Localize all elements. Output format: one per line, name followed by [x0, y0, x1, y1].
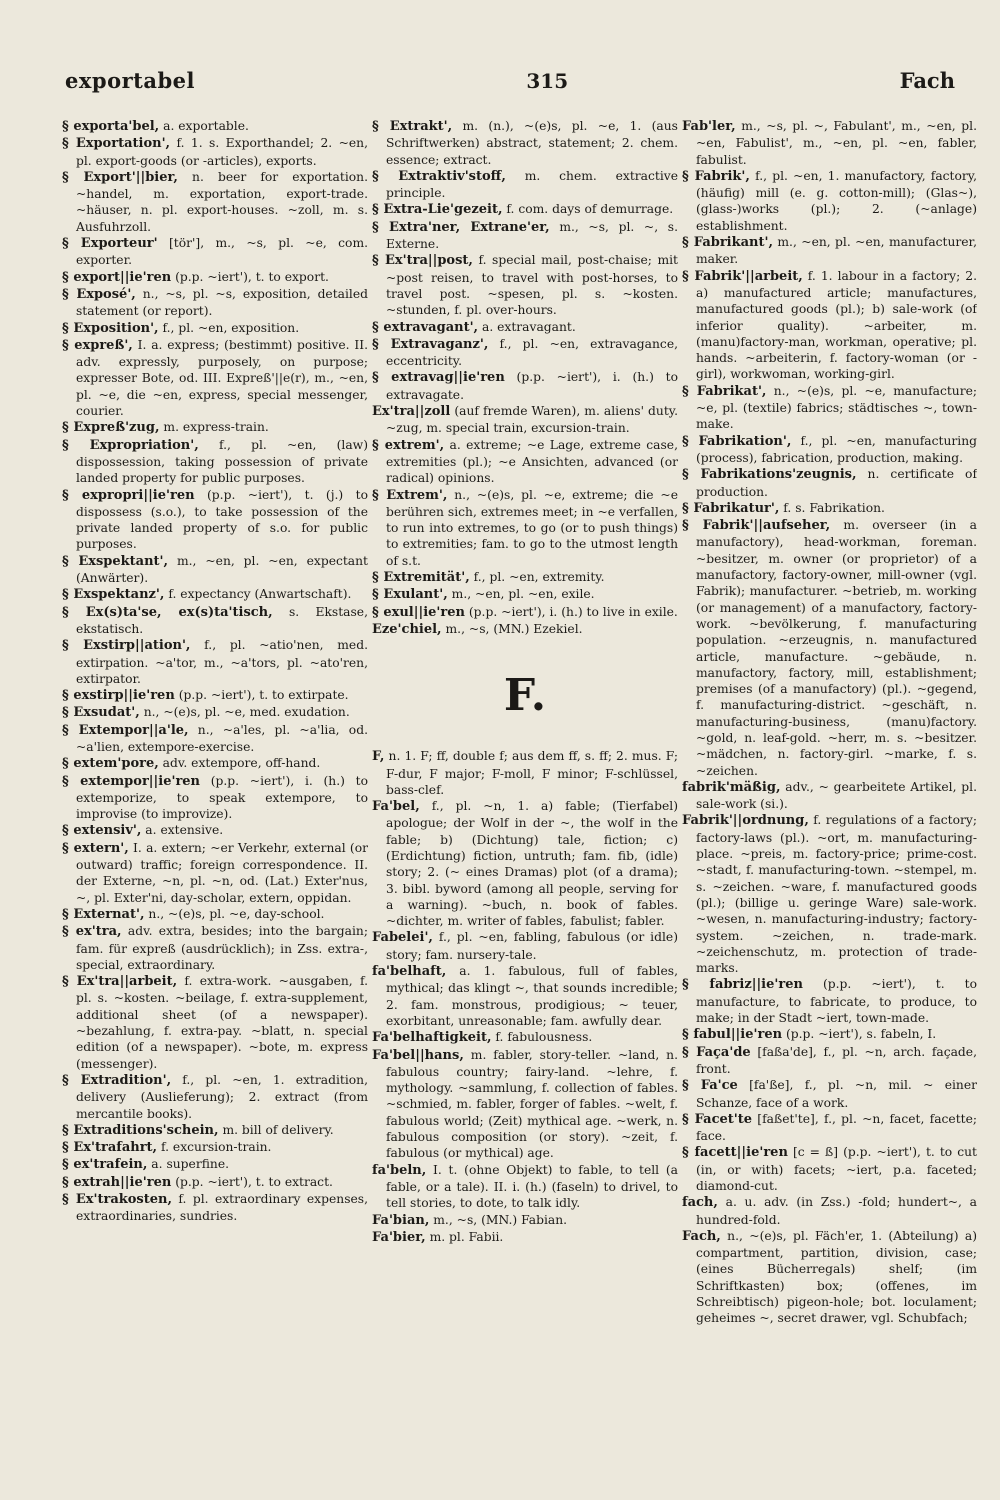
entry-headword: § fabul||ie'ren — [682, 1027, 783, 1043]
entry-headword: § Extravaganz', — [372, 336, 489, 352]
dictionary-entry — [372, 963, 678, 1029]
entry-headword: § Extrem', — [372, 487, 448, 503]
entry-definition: [faßet'te], f., pl. ~n, facet, facette; face. — [696, 1111, 977, 1144]
dictionary-entry — [62, 337, 368, 419]
entry-definition: a. exportable. — [159, 119, 249, 133]
dictionary-entry — [372, 1229, 678, 1246]
entry-headword: fach, — [682, 1195, 718, 1211]
dictionary-entry — [682, 976, 977, 1026]
entry-definition: (p.p. ~iert'), t. to manufacture, to fabricate, to produce, to make; in der Stadt ~iert, town-made. — [696, 977, 977, 1026]
entry-definition: [fa'ße], f., pl. ~n, mil. ~ einer Schanze, face of a work. — [696, 1078, 977, 1110]
entry-definition: f., pl. ~en, (law) dispossession, taking possession of private landed property for public purposes. — [76, 437, 368, 486]
entry-headword: § Ex'tra||post, — [372, 253, 473, 269]
entry-definition: f., pl. ~atio'nen, med. extirpation. ~a'tor, m., ~a'tors, pl. ~ato'ren, extirpator. — [76, 638, 368, 686]
entry-headword: § Extradition', — [62, 1072, 172, 1088]
dictionary-entry — [682, 268, 977, 383]
dictionary-entry — [62, 704, 368, 721]
entry-headword: § Ex'trafahrt, — [62, 1140, 158, 1156]
dictionary-entry — [62, 1122, 368, 1139]
entry-headword: § extensiv', — [62, 823, 142, 839]
dictionary-entry — [62, 773, 368, 823]
entry-headword: fa'belhaft, — [372, 964, 447, 980]
entry-headword: Ex'tra||zoll — [372, 404, 451, 420]
entry-headword: § Exstirp||ation', — [62, 638, 191, 654]
entry-headword: § Extraktiv'stoff, — [372, 168, 506, 184]
entry-definition: (p.p. ~iert'), i. (h.) to extravagate. — [386, 370, 678, 402]
dictionary-entry — [682, 500, 977, 517]
entry-definition: f. 1. labour in a factory; 2. a) manufactured article; manufactures, manufactured goods (pl.); b) sale-work (of inferior quality). ~arbeiter, m. (manu)factory-man, workman, operative; pl. hands. ~arbeiterin, f. factory-woman (or -girl), workwoman, working-girl. — [696, 268, 977, 382]
entry-headword: § exstirp||ie'ren — [62, 688, 175, 704]
entry-definition: adv., ~ gearbeitete Artikel, pl. sale-work (si.). — [696, 779, 977, 812]
entry-headword: Fa'bian, — [372, 1212, 430, 1228]
entry-headword: § Extremität', — [372, 570, 470, 586]
entry-headword: § fabriz||ie'ren — [682, 977, 803, 993]
entry-definition: n. 1. F; ff, double f; aus dem ff, s. ff; 2. mus. F; F-dur, F major; F-moll, F minor; F-schlüssel, bass-clef. — [384, 749, 678, 797]
entry-headword: § exul||ie'ren — [372, 604, 465, 620]
dictionary-entry — [62, 437, 368, 487]
entry-headword: § Extrakt', — [372, 119, 453, 134]
entry-definition: (p.p. ~iert'), s. fabeln, I. — [782, 1027, 937, 1042]
dictionary-entry — [372, 748, 678, 798]
entry-definition: a. u. adv. (in Zss.) -fold; hundert~, a hundred-fold. — [696, 1195, 977, 1227]
text-columns — [62, 118, 977, 1458]
dictionary-entry — [682, 1144, 977, 1194]
dictionary-entry — [62, 840, 368, 906]
entry-definition: n., ~(e)s, pl. Fäch'er, 1. (Abteilung) a) compartment, partition, division, case; (eines Bücherregals) shelf; (im Schriftkasten) box; (offenes, im Schreibtisch) pigeon-hole; bot. loculament; geheimes ~, secret drawer, vgl. Schubfach; — [696, 1228, 977, 1326]
entry-definition: f. extra-work. ~ausgaben, f. pl. s. ~kosten. ~beilage, f. extra-supplement, additional sheet (of a newspaper). ~bezahlung, f. extra-pay. ~blatt, n. special edition (of a newspaper). ~bote, m. express (messenger). — [76, 974, 368, 1071]
entry-definition: a. superfine. — [147, 1157, 230, 1172]
entry-headword: § Ex'tra||arbeit, — [62, 974, 178, 990]
entry-headword: § Fabrik', — [682, 168, 750, 184]
dictionary-entry — [372, 604, 678, 621]
dictionary-entry — [372, 621, 678, 638]
dictionary-entry — [62, 419, 368, 436]
entry-headword: Fabrik'||ordnung, — [682, 813, 809, 829]
dictionary-entry — [62, 923, 368, 973]
entry-headword: fabrik'mäßig, — [682, 779, 781, 795]
dictionary-entry — [62, 973, 368, 1072]
entry-definition: n., ~(e)s, pl. ~e, extreme; die ~e berühren sich, extremes meet; in ~e verfallen, to run into extremes, to go (or to push things) to extremities; fam. to go to the utmost length of s.t. — [386, 487, 678, 568]
entry-headword: § extrem', — [372, 437, 445, 453]
dictionary-entry — [682, 779, 977, 813]
entry-definition: [c = ß] (p.p. ~iert'), t. to cut (in, or with) facets; ~iert, p.a. faceted; diamond-cut. — [696, 1145, 977, 1193]
header-guide-word-right: Fach — [899, 68, 955, 93]
dictionary-entry — [372, 929, 678, 963]
section-letter-heading: F. — [503, 670, 547, 722]
entry-headword: § Externat', — [62, 906, 145, 922]
entry-definition: m., ~s, (MN.) Ezekiel. — [441, 621, 583, 636]
entry-headword: § Faça'de — [682, 1044, 751, 1060]
dictionary-entry — [372, 201, 678, 218]
entry-headword: § Export'||bier, — [62, 169, 178, 185]
entry-definition: m. bill of delivery. — [218, 1122, 334, 1137]
dictionary-entry — [372, 168, 678, 202]
entry-definition: m. (n.), ~(e)s, pl. ~e, 1. (aus Schriftwerken) abstract, statement; 2. chem. essence; extract. — [386, 119, 678, 167]
dictionary-entry — [62, 135, 368, 169]
dictionary-entry — [682, 383, 977, 433]
dictionary-entry — [372, 437, 678, 487]
entry-definition: [faßa'de], f., pl. ~n, arch. façade, front. — [696, 1044, 977, 1076]
entry-definition: f. regulations of a factory; factory-laws (pl.). ~ort, m. manufacturing-place. ~preis, m. factory-price; prime-cost. ~stadt, f. manufacturing-town. ~stempel, m. s. ~zeichen. ~ware, f. manufactured goods (pl.); (billige u. geringe Ware) sale-work. ~wesen, n. manufacturing-industry; factory-system. ~zeichen, n. trade-mark. ~zeichenschutz, m. protection of trade-marks. — [696, 813, 977, 976]
entry-definition: n., ~s, pl. ~s, exposition, detailed statement (or report). — [76, 286, 368, 319]
entry-definition: (p.p. ~iert'), t. (j.) to dispossess (s.o.), to take possession of the private landed property of s.o. for public purposes. — [76, 487, 368, 552]
column-1 — [62, 118, 368, 1458]
entry-headword: § ex'trafein, — [62, 1157, 148, 1173]
entry-definition: a. extreme; ~e Lage, extreme case, extremities (pl.); ~e Ansichten, advanced (or radical) opinions. — [386, 437, 678, 486]
dictionary-entry — [372, 487, 678, 569]
entry-headword: § Fabrikatur', — [682, 500, 780, 516]
entry-definition: (p.p. ~iert'), t. to export. — [171, 269, 329, 284]
entry-headword: § exporta'bel, — [62, 119, 160, 134]
entry-definition: f. 1. s. Exporthandel; 2. ~en, pl. export-goods (or -articles), exports. — [76, 136, 368, 168]
entry-headword: § Fa'ce — [682, 1078, 738, 1094]
entry-definition: I. a. express; (bestimmt) positive. II. adv. expressly, purposely, on purpose; expresser Bote, od. III. Expreß'||e(r), m., ~en, pl. ~e, die ~en, express, special messenger, courier. — [76, 337, 368, 419]
dictionary-entry — [682, 1077, 977, 1111]
dictionary-entry — [372, 1047, 678, 1162]
dictionary-entry — [62, 1156, 368, 1173]
entry-headword: § Fabrikant', — [682, 235, 774, 251]
dictionary-entry — [62, 286, 368, 320]
dictionary-entry — [682, 118, 977, 168]
entry-definition: f., pl. ~en, extremity. — [469, 570, 605, 585]
entry-headword: Eze'chiel, — [372, 621, 442, 637]
dictionary-entry — [372, 319, 678, 336]
dictionary-entry — [62, 1174, 368, 1191]
dictionary-entry — [372, 403, 678, 437]
entry-headword: Fa'bel, — [372, 799, 420, 815]
header-guide-word-left: exportabel — [65, 68, 195, 93]
entry-headword: § extempor||ie'ren — [62, 773, 201, 789]
entry-definition: n. certificate of production. — [696, 467, 977, 499]
entry-headword: Fa'bel||hans, — [372, 1047, 464, 1063]
entry-headword: § Fabrikat', — [682, 383, 767, 399]
entry-headword: § Extraditions'schein, — [62, 1122, 219, 1138]
dictionary-entry — [682, 433, 977, 467]
entry-definition: f. pl. extraordinary expenses, extraordinaries, sundries. — [76, 1192, 368, 1224]
page-number: 315 — [526, 69, 569, 93]
dictionary-entry — [682, 1026, 977, 1043]
dictionary-entry — [682, 1194, 977, 1228]
dictionary-entry — [682, 1111, 977, 1145]
entry-definition: f., pl. ~en, exposition. — [158, 320, 300, 335]
dictionary-entry — [372, 336, 678, 370]
entry-headword: § Fabrik'||arbeit, — [682, 268, 803, 284]
entry-headword: § Expreß'zug, — [62, 420, 160, 436]
entry-definition: m., ~en, pl. ~en, expectant (Anwärter). — [76, 553, 368, 586]
entry-headword: § Exulant', — [372, 587, 448, 603]
entry-definition: n., ~(e)s, pl. ~e, day-school. — [144, 906, 325, 921]
entry-headword: fa'beln, — [372, 1162, 427, 1178]
dictionary-entry — [62, 1191, 368, 1225]
dictionary-entry — [62, 169, 368, 235]
entry-headword: § Fabrikations'zeugnis, — [682, 467, 857, 483]
dictionary-entry — [682, 234, 977, 268]
dictionary-entry — [62, 269, 368, 286]
entry-definition: f. fabulousness. — [491, 1030, 593, 1045]
dictionary-entry — [372, 1162, 678, 1212]
entry-headword: Fa'belhaftigkeit, — [372, 1030, 492, 1046]
entry-headword: Fa'bier, — [372, 1229, 426, 1245]
entry-headword: § Expropriation', — [62, 437, 199, 453]
dictionary-entry — [62, 553, 368, 587]
entry-headword: § Fabrik'||aufseher, — [682, 518, 831, 534]
entry-definition: I. a. extern; ~er Verkehr, external (or outward) traffic; foreign correspondence. II. der Externe, ~n, pl. ~n, od. (Lat.) Exter'nus, ~, pl. Exter'ni, day-scholar, extern, oppidan. — [76, 840, 368, 905]
entry-definition: m., ~s, pl. ~, s. Externe. — [386, 219, 678, 252]
entry-definition: f. excursion-train. — [157, 1140, 272, 1155]
entry-definition: a. extensive. — [141, 823, 224, 838]
entry-definition: f., pl. ~en, 1. extradition, delivery (Auslieferung); 2. extract (from mercantile books). — [76, 1072, 368, 1121]
entry-headword: § expropri||ie'ren — [62, 487, 195, 503]
dictionary-entry — [682, 1228, 977, 1327]
entry-headword: § ex'tra, — [62, 924, 122, 940]
entry-headword: § Extra-Lie'gezeit, — [372, 202, 503, 218]
column-3 — [682, 118, 977, 1458]
entry-definition: m., ~s, pl. ~, Fabulant', m., ~en, pl. ~en, Fabulist', m., ~en, pl. ~en, fabler, fabulist. — [696, 119, 977, 167]
entry-definition: n., ~(e)s, pl. ~e, med. exudation. — [139, 705, 350, 720]
column-2 — [372, 118, 678, 1458]
dictionary-entry — [62, 604, 368, 638]
dictionary-entry — [62, 822, 368, 839]
dictionary-entry — [372, 798, 678, 929]
dictionary-entry — [62, 906, 368, 923]
dictionary-entry — [372, 252, 678, 318]
dictionary-entry — [372, 569, 678, 586]
entry-headword: Fab'ler, — [682, 119, 736, 134]
entry-headword: F, — [372, 749, 385, 765]
entry-definition: m. fabler, story-teller. ~land, n. fabulous country; fairy-land. ~lehre, f. mythology. ~sammlung, f. collection of fables. ~schmied, m. fabler, forger of fables. ~welt, f. fabulous world; (Zeit) mythical age. ~werk, n. fabulous composition (or story). ~zeit, f. fabulous (or mythical) age. — [386, 1047, 678, 1161]
dictionary-entry — [682, 517, 977, 779]
entry-definition: m. pl. Fabii. — [425, 1229, 504, 1244]
entry-headword: § Exposition', — [62, 320, 159, 336]
dictionary-entry — [682, 168, 977, 234]
entry-headword: § Fabrikation', — [682, 433, 792, 449]
page-header — [65, 68, 955, 100]
dictionary-entry — [372, 586, 678, 603]
entry-headword: § export||ie'ren — [62, 269, 172, 285]
entry-headword: § extem'pore, — [62, 756, 159, 772]
entry-headword: § Exspektant', — [62, 553, 169, 569]
entry-definition: I. t. (ohne Objekt) to fable, to tell (a fable, or a tale). II. i. (h.) (faseln) to drivel, to tell stories, to dote, to talk idly. — [386, 1162, 678, 1211]
dictionary-entry — [62, 320, 368, 337]
entry-headword: § extravag||ie'ren — [372, 370, 505, 386]
dictionary-entry — [372, 118, 678, 168]
dictionary-entry — [682, 1044, 977, 1078]
entry-headword: § Exsudat', — [62, 705, 140, 721]
dictionary-entry — [62, 235, 368, 269]
dictionary-entry — [62, 687, 368, 704]
entry-definition: a. extravagant. — [478, 319, 576, 334]
entry-definition: (p.p. ~iert'), t. to extirpate. — [174, 688, 349, 703]
entry-definition: adv. extra, besides; into the bargain; fam. für expreß (ausdrücklich); in Zss. extra-, special, extraordinary. — [76, 924, 368, 972]
entry-headword: § Exspektanz', — [62, 587, 165, 603]
entry-headword: § Facet'te — [682, 1111, 753, 1127]
entry-headword: § Exportation', — [62, 136, 171, 152]
entry-definition: m., ~en, pl. ~en, exile. — [447, 587, 595, 602]
entry-headword: § Ex'trakosten, — [62, 1192, 172, 1207]
entry-definition: n., ~a'les, pl. ~a'lia, od. ~a'lien, extempore-exercise. — [76, 722, 368, 754]
dictionary-entry — [62, 637, 368, 687]
entry-definition: adv. extempore, off-hand. — [158, 756, 321, 771]
entry-headword: § facett||ie'ren — [682, 1145, 788, 1161]
dictionary-entry — [372, 219, 678, 253]
entry-headword: § Exposé', — [62, 286, 136, 302]
entry-definition: (p.p. ~iert'), i. (h.) to live in exile. — [464, 604, 678, 619]
dictionary-entry — [372, 1212, 678, 1229]
entry-definition: a. 1. fabulous, full of fables, mythical; das klingt ~, that sounds incredible; 2. fam. monstrous, prodigious; ~ teuer, exorbitant, unreasonable; fam. awfully dear. — [386, 964, 678, 1028]
entry-definition: m., ~s, (MN.) Fabian. — [429, 1212, 568, 1227]
entry-definition: f. s. Fabrikation. — [779, 500, 885, 515]
entry-headword: § Ex(s)ta'se, ex(s)ta'tisch, — [62, 604, 273, 620]
entry-headword: § Extempor||a'le, — [62, 722, 189, 738]
dictionary-entry — [372, 369, 678, 403]
dictionary-entry — [62, 1139, 368, 1156]
entry-definition: m. chem. extractive principle. — [386, 168, 678, 201]
dictionary-entry — [62, 722, 368, 756]
entry-definition: n., ~(e)s, pl. ~e, manufacture; ~e, pl. (textile) fabrics; städtisches ~, town-make. — [696, 383, 977, 432]
dictionary-entry — [62, 755, 368, 772]
entry-headword: § Exporteur' — [62, 236, 158, 252]
entry-definition: m. overseer (in a manufactory), head-workman, foreman. ~besitzer, m. owner (or proprietor) of a manufactory, factory-owner, mill-owner (vgl. Fabrik); manufacturer. ~betrieb, m. working (or management) of a manufactory, factory-work. ~bevölkerung, f. manufacturing population. ~erzeugnis, n. manufactured article, manufacture. ~gebäude, n. manufactory, factory, mill, establishment; premises (of a manufactory) (pl.). ~gegend, f. manufacturing-district. ~geschäft, n. manufacturing-business, (manu)factory. ~gold, n. leaf-gold. ~herr, m. s. ~besitzer. ~mädchen, n. factory-girl. ~marke, f. s. ~zeichen. — [696, 518, 977, 778]
entry-definition: f., pl. ~en, manufacturing (process), fabrication, production, making. — [696, 433, 977, 465]
entry-definition: f., pl. ~en, extravagance, eccentricity. — [386, 336, 678, 369]
entry-headword: § extrah||ie'ren — [62, 1174, 172, 1190]
entry-definition: f., pl. ~en, 1. manufactory, factory, (häufig) mill (e. g. cotton-mill); (Glas~), (glass-)works (pl.); 2. (~anlage) establishment. — [696, 168, 977, 233]
entry-headword: § Extra'ner, Extrane'er, — [372, 219, 550, 235]
entry-definition: m. express-train. — [159, 420, 269, 435]
dictionary-entry — [62, 487, 368, 553]
dictionary-entry — [62, 1072, 368, 1122]
entry-headword: § extern', — [62, 840, 129, 856]
entry-definition: f., pl. ~en, fabling, fabulous (or idle) story; fam. nursery-tale. — [386, 930, 678, 962]
dictionary-entry — [682, 812, 977, 976]
entry-definition: f. special mail, post-chaise; mit ~post reisen, to travel with post-horses, to travel post. ~spesen, pl. s. ~kosten. ~stunden, f. pl. over-hours. — [386, 253, 678, 318]
entry-definition: [tör'], m., ~s, pl. ~e, com. exporter. — [76, 236, 368, 268]
entry-definition: m., ~en, pl. ~en, manufacturer, maker. — [696, 235, 977, 267]
dictionary-entry — [682, 466, 977, 500]
entry-definition: s. Ekstase, ekstatisch. — [76, 604, 368, 636]
dictionary-entry — [62, 118, 368, 135]
dictionary-entry — [62, 586, 368, 603]
entry-definition: f., pl. ~n, 1. a) fable; (Tierfabel) apologue; der Wolf in der ~, the wolf in the fable; b) (Dichtung) tale, fiction; c) (Erdichtung) fiction, untruth; fam. fib, (idle) story; 2. (~ eines Dramas) plot (of a drama); 3. bibl. byword (among all people, serving for a warning). ~buch, n. book of fables. ~dichter, m. writer of fables, fabulist; fabler. — [386, 799, 678, 929]
entry-definition: (p.p. ~iert'), i. (h.) to extemporize, to speak extempore, to improvise (to improvize). — [76, 773, 368, 822]
entry-definition: f. com. days of demurrage. — [502, 202, 674, 217]
entry-definition: (p.p. ~iert'), t. to extract. — [171, 1174, 333, 1189]
entry-headword: § extravagant', — [372, 319, 479, 335]
entry-headword: Fabelei', — [372, 930, 433, 946]
entry-definition: (auf fremde Waren), m. aliens' duty. ~zug, m. special train, excursion-train. — [386, 404, 678, 436]
entry-definition: f. expectancy (Anwartschaft). — [164, 587, 352, 602]
entry-headword: Fach, — [682, 1228, 721, 1244]
dictionary-entry — [372, 1029, 678, 1046]
entry-definition: n. beer for exportation. ~handel, m. exportation, export-trade. ~häuser, n. pl. export-houses. ~zoll, m. s. Ausfuhrzoll. — [76, 169, 368, 234]
entry-headword: § expreß', — [62, 337, 133, 353]
